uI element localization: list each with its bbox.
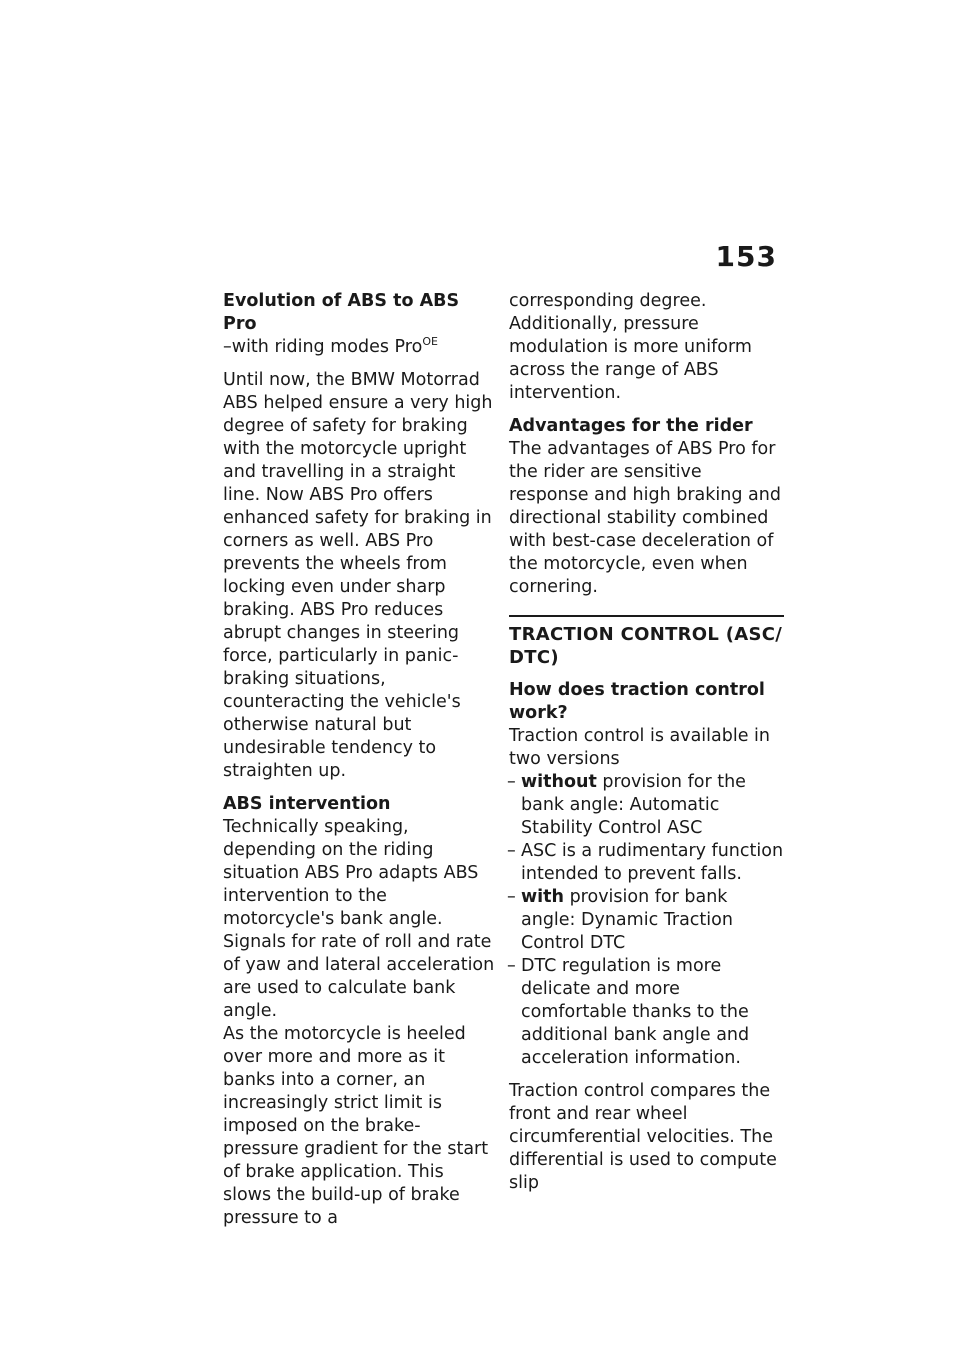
list-item bbox=[509, 840, 784, 886]
list-item-text: ASC is a rudimentary function intended to prevent falls. bbox=[521, 841, 784, 884]
continued-paragraph: corresponding degree. Additionally, pressure modulation is more uniform across the range of ABS intervention. bbox=[509, 291, 752, 403]
list-item bbox=[509, 886, 784, 955]
list-item-bold: with bbox=[521, 887, 564, 907]
abs-intervention-para2: As the motorcycle is heeled over more and more as it banks into a corner, an increasingly strict limit is imposed on the brake-pressure gradient for the start of brake application. This slows the build-up of brake pressure to a bbox=[223, 1024, 489, 1228]
advantages-heading: Advantages for the rider bbox=[509, 416, 753, 436]
evolution-heading: Evolution of ABS to ABS Pro bbox=[223, 291, 460, 334]
closing-paragraph: Traction control compares the front and rear wheel circumferential velocities. The differential is used to compute slip bbox=[509, 1081, 777, 1193]
abs-intervention-para1: Technically speaking, depending on the riding situation ABS Pro adapts ABS intervention to the motorcycle's bank angle. Signals for rate of roll and rate of yaw and lateral acceleration are used to calculate bank angle. bbox=[223, 817, 495, 1021]
intro-paragraph: Until now, the BMW Motorrad ABS helped ensure a very high degree of safety for braking with the motorcycle upright and travelling in a straight line. Now ABS Pro offers enhanced safety for braking in corners as well. ABS Pro prevents the wheels from locking even under sharp braking. ABS Pro reduces abrupt changes in steering force, particularly in panic-braking situations, counteracting the vehicle's otherwise natural but undesirable tendency to straighten up. bbox=[223, 370, 493, 781]
list-item-text: DTC regulation is more delicate and more comfortable thanks to the additional bank angle and acceleration information. bbox=[521, 956, 750, 1068]
advantages-block bbox=[509, 415, 784, 599]
evolution-block bbox=[223, 290, 495, 359]
evolution-subline: –with riding modes Pro bbox=[223, 337, 423, 357]
how-block bbox=[509, 679, 784, 771]
versions-list bbox=[509, 771, 784, 1070]
how-heading: How does traction control work? bbox=[509, 680, 765, 723]
section-title: TRACTION CONTROL (ASC/ DTC) bbox=[509, 624, 783, 668]
right-column bbox=[509, 290, 784, 1205]
abs-intervention-heading: ABS intervention bbox=[223, 794, 391, 814]
advantages-body: The advantages of ABS Pro for the rider are sensitive response and high braking and directional stability combined with best-case deceleration of the motorcycle, even when cornering. bbox=[509, 439, 781, 597]
list-item bbox=[509, 955, 784, 1070]
list-item-text: provision for bank angle: Dynamic Traction Control DTC bbox=[521, 887, 733, 953]
left-column bbox=[223, 290, 495, 1240]
section-divider bbox=[509, 615, 784, 617]
how-intro: Traction control is available in two versions bbox=[509, 726, 771, 769]
abs-intervention-block bbox=[223, 793, 495, 1230]
optional-equipment-mark: OE bbox=[422, 335, 438, 349]
list-item-text: provision for the bank angle: Automatic Stability Control ASC bbox=[521, 772, 746, 838]
list-item bbox=[509, 771, 784, 840]
page-number: 153 bbox=[715, 240, 777, 273]
list-item-bold: without bbox=[521, 772, 597, 792]
